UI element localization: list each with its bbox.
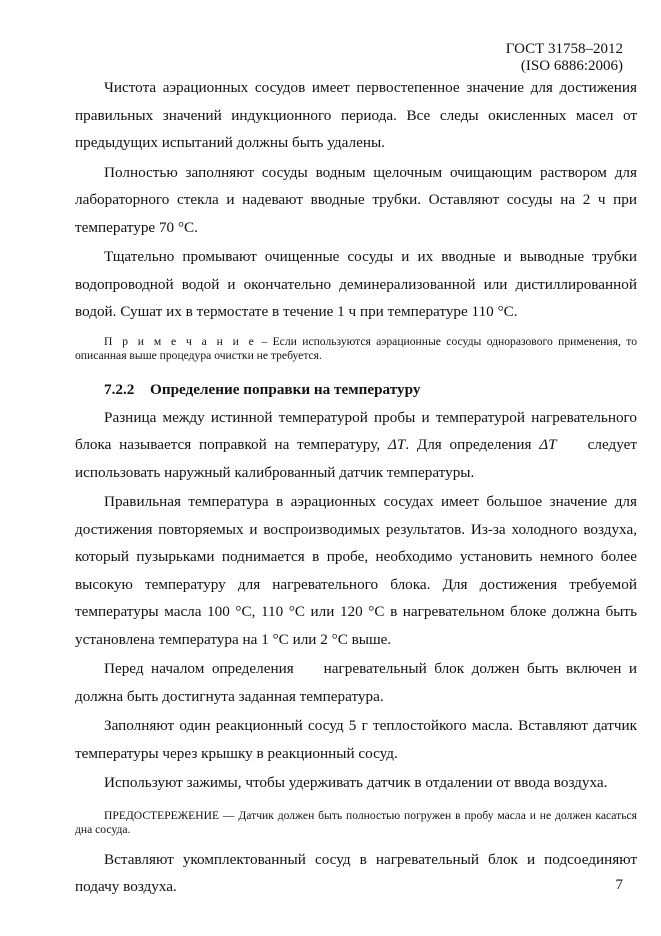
standard-code: ГОСТ 31758–2012 [505,41,623,57]
section-heading [75,376,637,403]
paragraph-rinse-dry: Тщательно промывают очищенные сосуды и их вводные и выводные трубки водопроводной водой и окончательно деминерализованной или дистиллированной водой. Сушат их в термостате в течение 1 ч при температуре 110 °С. [75,248,637,320]
note-label: П р и м е ч а н и е [104,334,256,348]
note-text: – Если используются аэрационные сосуды одноразового применения, то описанная выше процедура очистки не требуется. [75,334,637,362]
paragraph-correct-temperature: Правильная температура в аэрационных сосудах имеет большое значение для достижения повторяемых и воспроизводимых результатов. Из-за холодного воздуха, который пузырьками поднимается в пробе, необходимо установить немного более высокую температуру для нагревательного блока. Для достижения требуемой температуры масла 100 °С, 110 °С или 120 °С в нагревательном блоке должна быть установлена температура на 1 °С или 2 °С выше. [75,493,637,648]
paragraph-temperature-correction [75,404,641,487]
section-title: Определение поправки на температуру [150,380,421,398]
paragraph-alkaline-fill: Полностью заполняют сосуды водным щелочным очищающим раствором для лабораторного стекла и надевают вводные трубки. Оставляют сосуды на 2 ч при температуре 70 °С. [75,163,637,236]
text-run: . Для определения [405,436,540,453]
note [75,335,637,364]
warning: ПРЕДОСТЕРЕЖЕНИЕ — Датчик должен быть полностью погружен в пробу масла и не должен касаться дна сосуда. [75,808,637,836]
page-header [506,41,623,75]
text-run: Разница между истинной температурой пробы и температурой нагревательного блока называется поправкой на температуру, [75,408,637,453]
paragraph-clamps: Используют зажимы, чтобы удерживать датчик в отдалении от ввода воздуха. [104,774,608,791]
body-text [75,74,641,901]
delta-t-symbol: ΔT [539,436,557,453]
paragraph-block-on: Перед началом определения нагревательный блок должен быть включен и должна быть достигнута заданная температура. [75,660,641,705]
iso-reference: (ISO 6886:2006) [520,58,623,74]
paragraph-fill-vessel: Заполняют один реакционный сосуд 5 г теплостойкого масла. Вставляют датчик температуры через крышку в реакционный сосуд. [75,717,637,762]
section-number: 7.2.2 [104,380,135,398]
text-run: следует использовать наружный калиброванный датчик температуры. [75,436,641,481]
delta-t-symbol: ΔT [387,436,406,453]
paragraph-insert-vessel: Вставляют укомплектованный сосуд в нагревательный блок и подсоединяют подачу воздуха. [75,850,637,895]
paragraph-cleanliness: Чистота аэрационных сосудов имеет первостепенное значение для достижения правильных значений индукционного периода. Все следы окисленных масел от предыдущих испытаний должны быть удалены. [75,79,637,151]
page-number: 7 [615,877,623,893]
